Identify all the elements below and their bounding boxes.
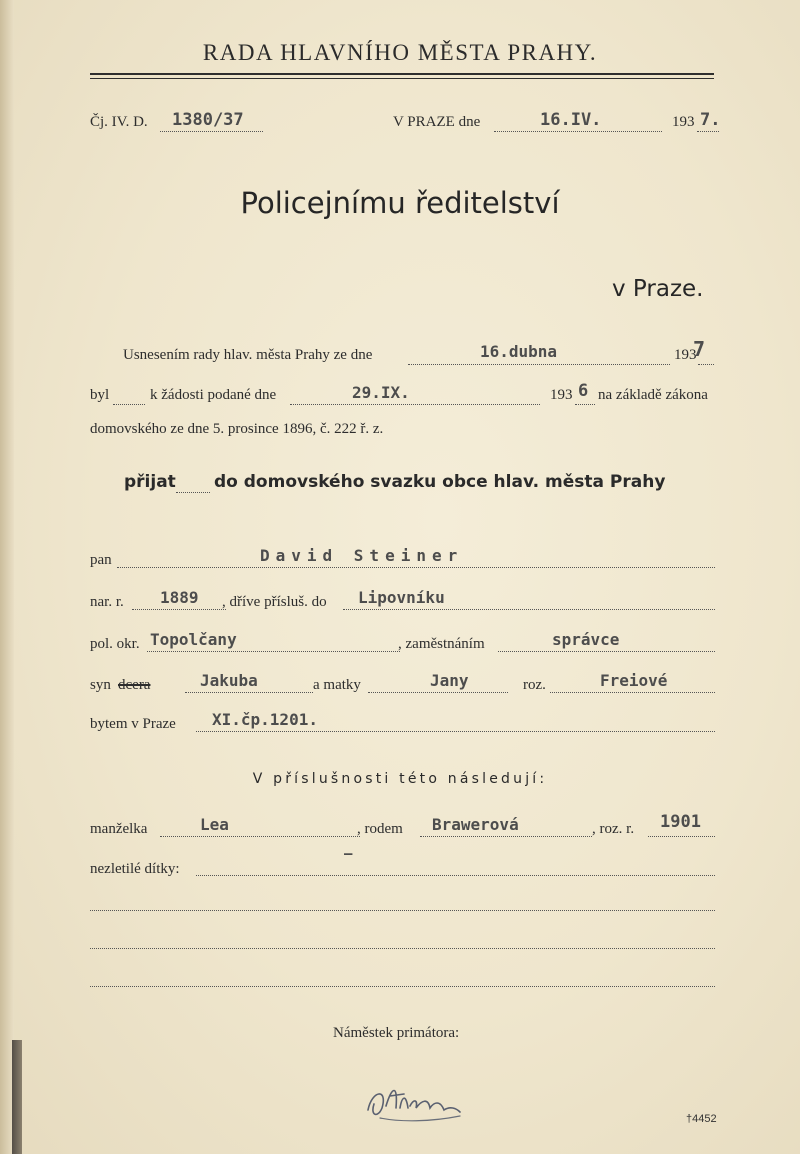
handwritten-signature	[360, 1078, 470, 1128]
formerly-value: Lipovníku	[358, 588, 445, 607]
name-dotted-line	[117, 567, 715, 568]
mother-maiden: Freiové	[600, 671, 668, 690]
form-number: †4452	[686, 1113, 717, 1125]
struck-word: dcera	[118, 677, 151, 693]
cj-value: 1380/37	[172, 110, 244, 130]
wife-label: manželka	[90, 821, 148, 837]
birth-year: 1889	[160, 588, 199, 607]
born-label: , roz. r.	[592, 821, 635, 837]
cj-dotted-line	[160, 131, 263, 132]
birth-dotted-line	[132, 609, 226, 610]
occupation-label: , zaměstnáním	[398, 636, 485, 652]
wife-dotted-line	[160, 836, 360, 837]
admission-text: do domovského svazku obce hlav. města Prahy	[214, 472, 666, 492]
resolution-text: Usnesením rady hlav. města Prahy ze dne	[123, 347, 373, 363]
resolution-year-digit: 7	[693, 337, 706, 361]
mother-name: Jany	[430, 671, 469, 690]
formerly-dotted-line	[343, 609, 715, 610]
year-digit: 7.	[700, 110, 721, 130]
person-name: David Steiner	[260, 546, 464, 565]
wife-maiden-dotted-line	[420, 836, 592, 837]
request-year-line	[575, 404, 595, 405]
admission-word: přijat	[124, 472, 176, 492]
maiden-dotted-line	[550, 692, 715, 693]
father-dotted-line	[185, 692, 313, 693]
year-dotted-line	[697, 131, 719, 132]
blank-dotted-line-1	[90, 910, 715, 911]
children-value: —	[344, 846, 353, 862]
date-value: 16.IV.	[540, 110, 602, 130]
birth-label: nar. r.	[90, 594, 124, 610]
addressee-city: v Praze.	[612, 276, 704, 302]
header-rule-thin	[90, 78, 714, 79]
father-name: Jakuba	[200, 671, 258, 690]
mother-dotted-line	[368, 692, 508, 693]
cj-label: Čj. IV. D.	[90, 114, 148, 130]
place-label: V PRAZE dne	[393, 114, 481, 130]
law-text: na základě zákona	[598, 387, 708, 403]
byl-dotted-line	[113, 404, 145, 405]
request-year-digit: 6	[578, 381, 589, 401]
blank-dotted-line-3	[90, 986, 715, 987]
maiden-value: Brawerová	[432, 815, 519, 834]
residence-dotted-line	[196, 731, 715, 732]
admission-dotted-line	[176, 492, 210, 493]
nee-label: roz.	[523, 677, 546, 693]
residence-label: bytem v Praze	[90, 716, 176, 732]
resolution-year-prefix: 193	[674, 347, 697, 363]
request-date: 29.IX.	[352, 383, 410, 402]
occupation-value: správce	[552, 630, 620, 649]
pan-label: pan	[90, 552, 112, 568]
formerly-label: , dříve přísluš. do	[222, 594, 327, 610]
letterhead-title: RADA HLAVNÍHO MĚSTA PRAHY.	[202, 40, 598, 65]
request-year-prefix: 193	[550, 387, 573, 403]
year-prefix: 193	[672, 114, 695, 130]
addressee-title: Policejnímu ředitelství	[240, 186, 560, 220]
signature-label: Náměstek primátora:	[333, 1025, 460, 1041]
district-label: pol. okr.	[90, 636, 140, 652]
resolution-date: 16.dubna	[480, 342, 558, 361]
occupation-dotted-line	[498, 651, 715, 652]
date-dotted-line	[494, 131, 662, 132]
children-dotted-line	[196, 875, 715, 876]
request-label: k žádosti podané dne	[150, 387, 277, 403]
born-dotted-line	[648, 836, 715, 837]
district-value: Topolčany	[150, 630, 237, 649]
born-year: 1901	[660, 812, 701, 832]
maiden-label: , rodem	[357, 821, 403, 837]
district-dotted-line	[147, 651, 400, 652]
residence-value: XI.čp.1201.	[212, 710, 318, 729]
paper-edge	[0, 0, 14, 1154]
children-label: nezletilé dítky:	[90, 861, 180, 877]
law-text-2: domovského ze dne 5. prosince 1896, č. 222 ř. z.	[90, 421, 384, 437]
request-date-line	[290, 404, 540, 405]
resolution-year-line	[698, 364, 714, 365]
resolution-date-line	[408, 364, 670, 365]
byl-label: byl	[90, 387, 110, 403]
paper-shadow	[12, 1040, 22, 1154]
wife-name: Lea	[200, 815, 229, 834]
mother-label: a matky	[313, 677, 361, 693]
blank-dotted-line-2	[90, 948, 715, 949]
dependents-heading: V příslušnosti této následují:	[252, 771, 548, 787]
header-rule	[90, 73, 714, 75]
son-label: syn	[90, 677, 111, 693]
